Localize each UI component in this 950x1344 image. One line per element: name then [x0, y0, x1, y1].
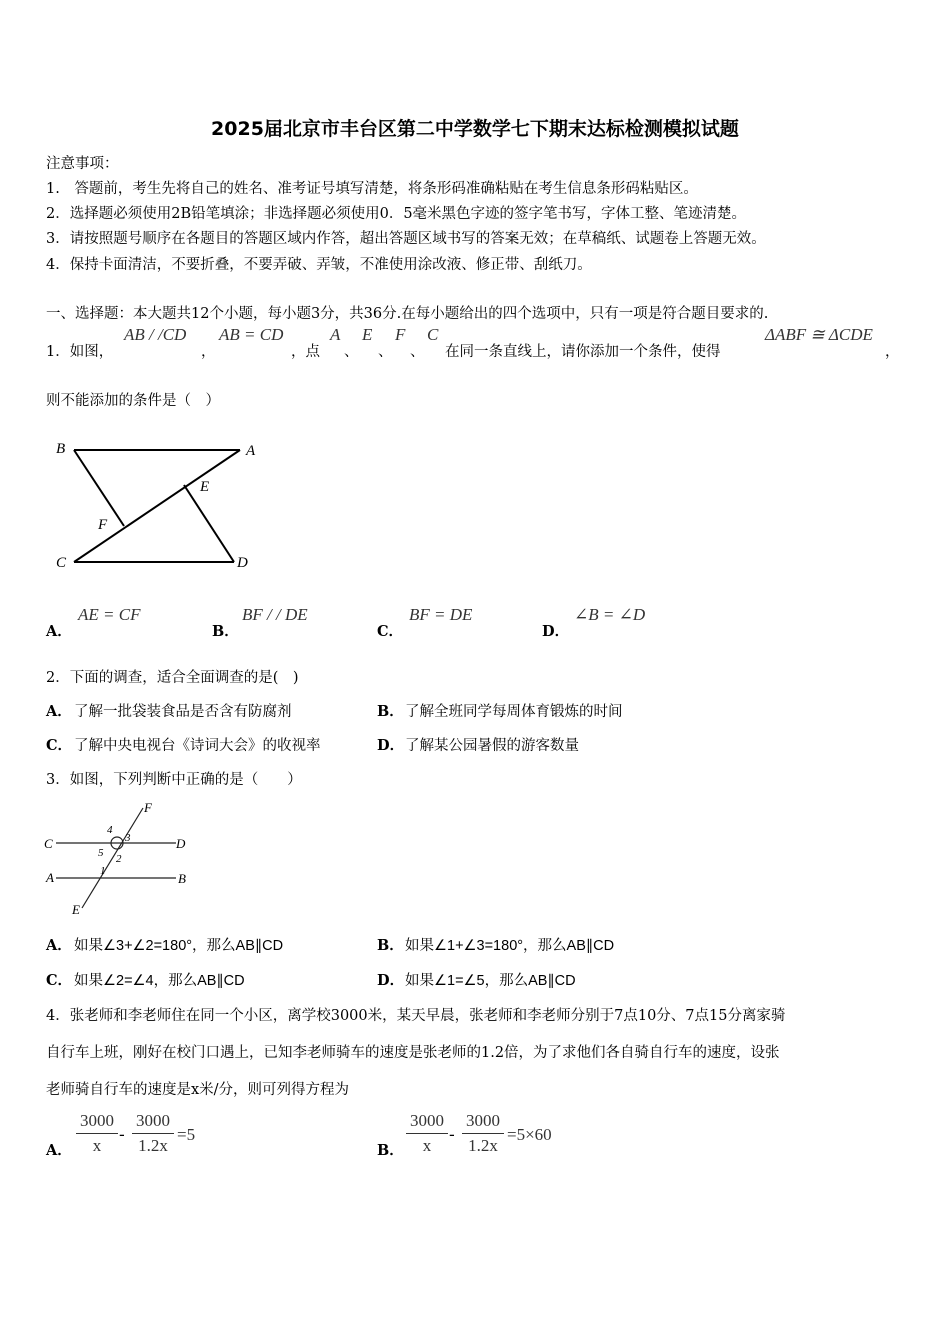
q1-math-congruent: ΔABF ≅ ΔCDE	[765, 325, 873, 344]
q1-point-f: F	[395, 325, 406, 344]
q3-option-d-label: D．	[377, 972, 405, 989]
q3-option-d: 如果∠1=∠5，那么AB∥CD	[405, 973, 576, 989]
q1-option-b-label: B．	[212, 623, 239, 640]
q1-figure	[44, 430, 274, 580]
q4-line1: 4．张老师和李老师住在同一个小区，离学校3000米，某天早晨，张老师和李老师分别于7点10分、7点15分离家骑	[46, 1008, 786, 1024]
q4-option-a-label: A．	[46, 1142, 72, 1159]
q1-figure-lines	[74, 450, 240, 562]
q3-figure	[40, 800, 200, 918]
q1-option-a: AE = CF	[78, 605, 141, 624]
q1-mid: ，点	[291, 344, 320, 360]
q1-separator: ，	[201, 344, 216, 360]
notice-item: 1. 答题前，考生先将自己的姓名、准考证号填写清楚，将条形码准确粘贴在考生信息条形码粘贴区。	[46, 181, 698, 197]
q4-option-b-fraction-2	[462, 1111, 504, 1156]
q4-option-b-label: B．	[377, 1142, 404, 1159]
q4-option-a-fraction-1	[76, 1111, 118, 1156]
q3-label-d: D	[176, 836, 186, 851]
fraction-denominator: x	[422, 1136, 432, 1155]
q1-prefix: 1．如图，	[46, 344, 114, 360]
q2-option-d: 了解某公园暑假的游客数量	[405, 738, 579, 754]
q3-label-c: C	[44, 836, 53, 851]
q3-label-f: F	[144, 800, 152, 815]
q1-option-d-label: D．	[542, 623, 570, 640]
q1-option-c-label: C．	[377, 623, 404, 640]
q4-option-b-minus: -	[449, 1125, 455, 1145]
q1-option-b: BF / / DE	[242, 605, 308, 624]
q2-option-a-label: A．	[46, 703, 72, 720]
q1-text: 在同一条直线上，请你添加一个条件，使得	[445, 344, 721, 360]
q1-point-a: A	[330, 325, 341, 344]
page-title: 2025届北京市丰台区第二中学数学七下期末达标检测模拟试题	[211, 118, 739, 140]
q1-math-parallel: AB / /CD	[124, 325, 187, 344]
fraction-denominator: 1.2x	[468, 1136, 498, 1155]
notice-item: 3．请按照题号顺序在各题目的答题区域内作答，超出答题区域书写的答案无效；在草稿纸、试题卷上答题无效。	[46, 231, 766, 247]
q3-label-e: E	[72, 902, 80, 917]
q1-point-e: E	[362, 325, 373, 344]
q2-option-c-label: C．	[46, 737, 73, 754]
q4-line3: 老师骑自行车的速度是x米/分，则可列得方程为	[46, 1082, 350, 1098]
q1-line2: 则不能添加的条件是（ ）	[46, 393, 220, 409]
q4-option-a-minus: -	[119, 1125, 125, 1145]
q3-option-c: 如果∠2=∠4，那么AB∥CD	[74, 973, 245, 989]
q1-option-c: BF = DE	[409, 605, 473, 624]
q1-label-e: E	[200, 479, 210, 495]
q3-option-a-label: A．	[46, 937, 72, 954]
q1-point-c: C	[427, 325, 439, 344]
fraction-numerator: 3000	[80, 1111, 114, 1130]
q4-option-a-fraction-2	[132, 1111, 174, 1156]
q2-option-a: 了解一批袋装食品是否含有防腐剂	[74, 704, 292, 720]
q1-comma: 、	[410, 344, 425, 360]
q3-angle-3: 3	[125, 832, 131, 844]
q3-stem: 3．如图，下列判断中正确的是（ ）	[46, 772, 302, 788]
q2-option-d-label: D．	[377, 737, 405, 754]
fraction-numerator: 3000	[410, 1111, 444, 1130]
q3-angle-5: 5	[98, 847, 104, 859]
q1-end: ，	[885, 344, 900, 360]
q3-angle-2: 2	[116, 853, 122, 865]
q4-option-b-fraction-1	[406, 1111, 448, 1156]
q4-line2: 自行车上班，刚好在校门口遇上，已知李老师骑车的速度是张老师的1.2倍，为了求他们各自骑自行车的速度，设张	[46, 1045, 780, 1061]
q1-comma: 、	[344, 344, 359, 360]
q3-option-c-label: C．	[46, 972, 73, 989]
q3-angle-4: 4	[107, 824, 113, 836]
q3-angle-1: 1	[100, 865, 106, 877]
q2-option-b: 了解全班同学每周体育锻炼的时间	[405, 704, 623, 720]
fraction-numerator: 3000	[466, 1111, 500, 1130]
q2-option-c: 了解中央电视台《诗词大会》的收视率	[74, 738, 321, 754]
q1-option-a-label: A．	[46, 623, 72, 640]
fraction-denominator: x	[92, 1136, 102, 1155]
q3-option-b: 如果∠1+∠3=180°，那么AB∥CD	[405, 938, 615, 954]
q3-option-b-label: B．	[377, 937, 404, 954]
q3-label-a: A	[46, 870, 54, 885]
q1-label-f: F	[98, 517, 108, 533]
q1-option-d: ∠B = ∠D	[574, 605, 646, 624]
q1-label-a: A	[246, 443, 256, 459]
q2-option-b-label: B．	[377, 703, 404, 720]
section-heading: 一、选择题：本大题共12个小题，每小题3分，共36分.在每小题给出的四个选项中，只有一项是符合题目要求的.	[46, 306, 769, 322]
fraction-denominator: 1.2x	[138, 1136, 168, 1155]
fraction-numerator: 3000	[136, 1111, 170, 1130]
q4-option-b-rhs: =5×60	[507, 1125, 552, 1144]
q1-label-d: D	[237, 555, 248, 571]
q4-option-a-rhs: =5	[177, 1125, 196, 1144]
q3-label-b: B	[178, 871, 186, 886]
notice-heading: 注意事项：	[46, 156, 119, 172]
q1-comma: 、	[378, 344, 393, 360]
notice-item: 4．保持卡面清洁，不要折叠，不要弄破、弄皱，不准使用涂改液、修正带、刮纸刀。	[46, 257, 592, 273]
q1-math-equal: AB = CD	[219, 325, 284, 344]
notice-item: 2．选择题必须使用2B铅笔填涂；非选择题必须使用0．5毫米黑色字迹的签字笔书写，字体工整、笔迹清楚。	[46, 206, 747, 222]
q2-stem: 2．下面的调查，适合全面调查的是( )	[46, 670, 299, 686]
q3-option-a: 如果∠3+∠2=180°，那么AB∥CD	[74, 938, 284, 954]
q1-label-b: B	[56, 441, 66, 457]
q1-label-c: C	[56, 555, 67, 571]
